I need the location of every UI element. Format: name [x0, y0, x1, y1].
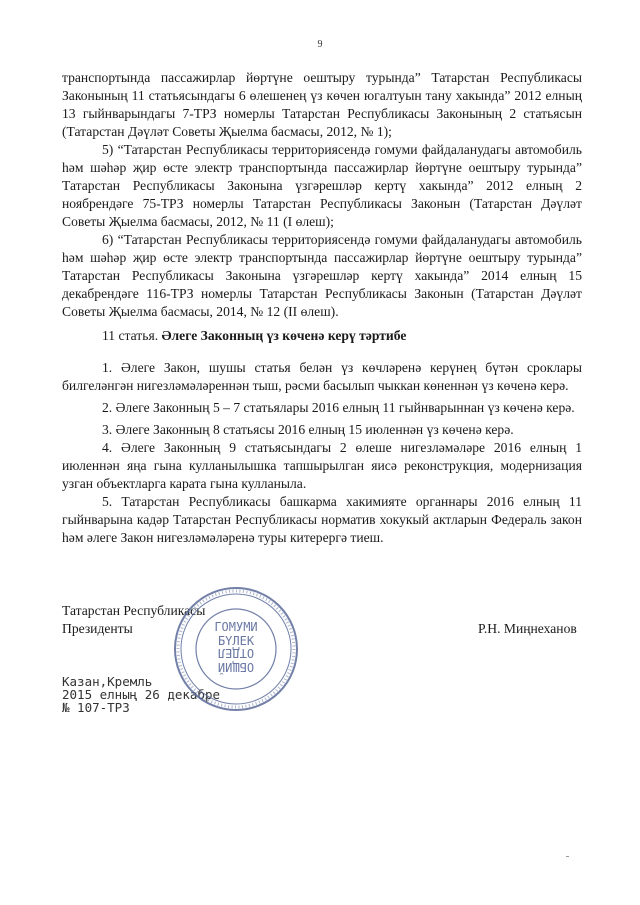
law-number: № 107-ТРЗ	[62, 700, 130, 715]
law-text-block-2	[62, 359, 582, 551]
stamp-line2: БҮЛЕК	[217, 634, 255, 648]
clause-2: 2. Әлеге Законның 5 – 7 статьялары 2016 елның 11 гыйнварыннан үз көченә керә.	[102, 400, 575, 415]
place: Казан,Кремль	[62, 674, 153, 689]
stamp-line4: ОБЩИЙ	[217, 660, 255, 674]
article-number: 11 статья.	[102, 328, 159, 343]
paragraph-item-5: 5) “Татарстан Республикасы территориясендә гомуми файдаланудагы автомобиль һәм шәһәр җир өсте электр транспортында пассажирлар йөртүне оештыру турында” Татарстан Республикасы Законына үзгәрешләр кертү хакында” 2012 елның 2 ноябрендәге 75-ТРЗ номерлы Татарстан Республикасы Законын (Татарстан Дәүләт Советы Җыелма басмасы, 2012, № 11 (I өлеш);	[62, 142, 582, 229]
article-name: Әлеге Законның үз көченә керү тәртибе	[161, 328, 407, 343]
clause-1: 1. Әлеге Закон, шушы статья белән үз көчләренә керүнең бүтән сроклары билгеләнгән нигезләмәләреннән тыш, рәсми басылып чыккан көненнән үз көченә керә.	[62, 360, 582, 393]
paragraph-continuation: транспортында пассажирлар йөртүне оештыру турында” Татарстан Республикасы Законының 11 статьясындагы 6 өлешенең үз көчен югалтуын тану хакында” 2012 елның 13 гыйнварындагы 7-ТРЗ номерлы Татарстан Республикасы Законының 2 статьясын (Татарстан Дәүләт Советы Җыелма басмасы, 2012, № 1);	[62, 70, 582, 139]
page-number: 9	[317, 39, 323, 50]
official-stamp-seal	[172, 585, 300, 713]
signatory-title-line2: Президенты	[62, 621, 133, 636]
clause-3: 3. Әлеге Законның 8 статьясы 2016 елның 15 июленнән үз көченә керә.	[102, 422, 514, 437]
paragraph-item-6: 6) “Татарстан Республикасы территориясендә гомуми файдаланудагы автомобиль һәм шәһәр җир өсте электр транспортында пассажирлар йөртүне оештыру турында” Татарстан Республикасы Законына үзгәрешләр кертү хакында” 2014 елның 15 декабрендәге 116-ТРЗ номерлы Татарстан Республикасы Законын (Татарстан Дәүләт Советы Җыелма басмасы, 2014, № 12 (II өлеш).	[62, 232, 582, 319]
stamp-line3: ОТДЕЛ	[217, 646, 255, 660]
signatory-title-line1: Татарстан Республикасы	[62, 603, 206, 618]
law-text-block-1	[62, 69, 582, 321]
clause-4: 4. Әлеге Законның 9 статьясындагы 2 өлеше нигезләмәләре 2016 елның 1 июленнән яңа гына кулланылышка тапшырылган яисә реконструкция, модернизация узган объектларга карата гына кулланыла.	[62, 440, 582, 491]
stamp-line1: ГОМУМИ	[214, 620, 258, 634]
signatory-name: Р.Н. Миңнеханов	[478, 621, 577, 636]
scan-mark	[566, 856, 569, 857]
article-heading	[102, 327, 582, 345]
clause-5: 5. Татарстан Республикасы башкарма хакимияте органнары 2016 елның 11 гыйнварына кадәр Татарстан Республикасы норматив хокукый актларын Федераль закон һәм әлеге Закон нигезләмәләренә туры китерергә тиеш.	[62, 494, 582, 545]
date: 2015 елның 26 декабре	[62, 687, 221, 702]
